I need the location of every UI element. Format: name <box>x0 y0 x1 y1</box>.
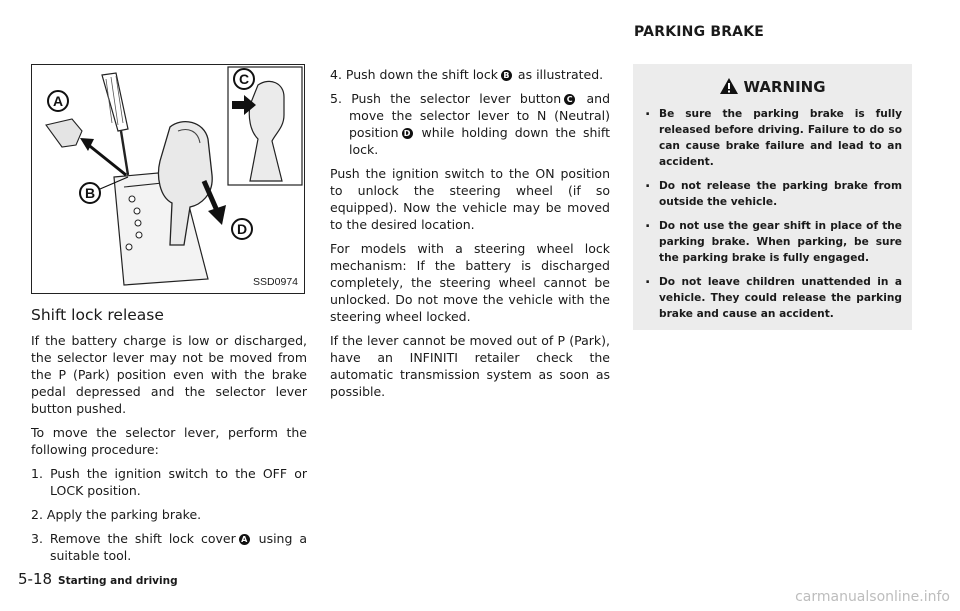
footer-section-name: Starting and driving <box>58 575 178 587</box>
paragraph: To move the selector lever, perform the following procedure: <box>31 425 307 457</box>
page-number: 5-18 <box>18 570 53 588</box>
step-text: 3. Remove the shift lock cover <box>31 531 236 546</box>
marker-c-icon: C <box>564 94 575 105</box>
marker-b-icon: B <box>501 70 512 81</box>
step-text: as illustrated. <box>517 67 604 82</box>
section-header: PARKING BRAKE <box>634 24 765 40</box>
step-3 <box>31 530 307 564</box>
section-heading: Shift lock release <box>31 306 164 324</box>
paragraph: For models with a steering wheel lock mechanism: If the battery is discharged completely, the steering wheel cannot be unlocked. Do not move the vehicle with the steering wheel locked. <box>330 241 610 324</box>
callout-a-label: A <box>52 93 64 109</box>
marker-d-icon: D <box>402 128 413 139</box>
warning-item: . Be sure the parking brake is fully released before driving. Failure to do so can cause brake failure and lead to an accident. <box>643 106 902 170</box>
callout-c-label: C <box>238 71 250 87</box>
shift-lock-illustration <box>31 64 305 294</box>
step-text: 5. Push the selector lever button <box>330 91 562 106</box>
step-text: and move the selector lever to N (Neutral) position <box>349 91 611 140</box>
step-2: 2. Apply the parking brake. <box>31 507 202 522</box>
warning-icon <box>719 77 739 95</box>
step-text: using a suitable tool. <box>50 531 307 563</box>
column-2 <box>330 66 610 407</box>
step-1: 1. Push the ignition switch to the OFF or LOCK position. <box>31 466 307 498</box>
warning-box <box>633 64 912 330</box>
step-text: while holding down the shift lock. <box>349 125 610 157</box>
warning-list <box>633 106 912 322</box>
warning-title: WARNING <box>743 78 826 96</box>
step-4 <box>330 66 610 83</box>
paragraph: If the battery charge is low or discharged, the selector lever may not be moved from the P (Park) position even with the brake pedal depressed and the selector lever button pushed. <box>31 333 307 416</box>
watermark-text: carmanualsonline.info <box>795 589 950 605</box>
figure-code: SSD0974 <box>253 276 298 288</box>
warning-item: . Do not leave children unattended in a vehicle. They could release the parking brake and cause an accident. <box>643 274 902 322</box>
warning-item: . Do not use the gear shift in place of the parking brake. When parking, be sure the parking brake is fully engaged. <box>643 218 902 266</box>
shift-lock-diagram <box>32 65 304 293</box>
column-1 <box>31 306 307 571</box>
marker-a-icon: A <box>239 534 250 545</box>
paragraph: Push the ignition switch to the ON position to unlock the steering wheel (if so equipped). Now the vehicle may be moved to the desired location. <box>330 166 610 232</box>
warning-item: . Do not release the parking brake from outside the vehicle. <box>643 178 902 210</box>
callout-b-label: B <box>84 185 96 201</box>
step-text: 4. Push down the shift lock <box>330 67 498 82</box>
warning-header <box>633 77 912 96</box>
page-footer <box>18 570 178 588</box>
paragraph: If the lever cannot be moved out of P (Park), have an INFINITI retailer check the automatic transmission system as soon as possible. <box>330 333 610 399</box>
step-5 <box>330 90 610 158</box>
callout-d-label: D <box>236 221 248 237</box>
